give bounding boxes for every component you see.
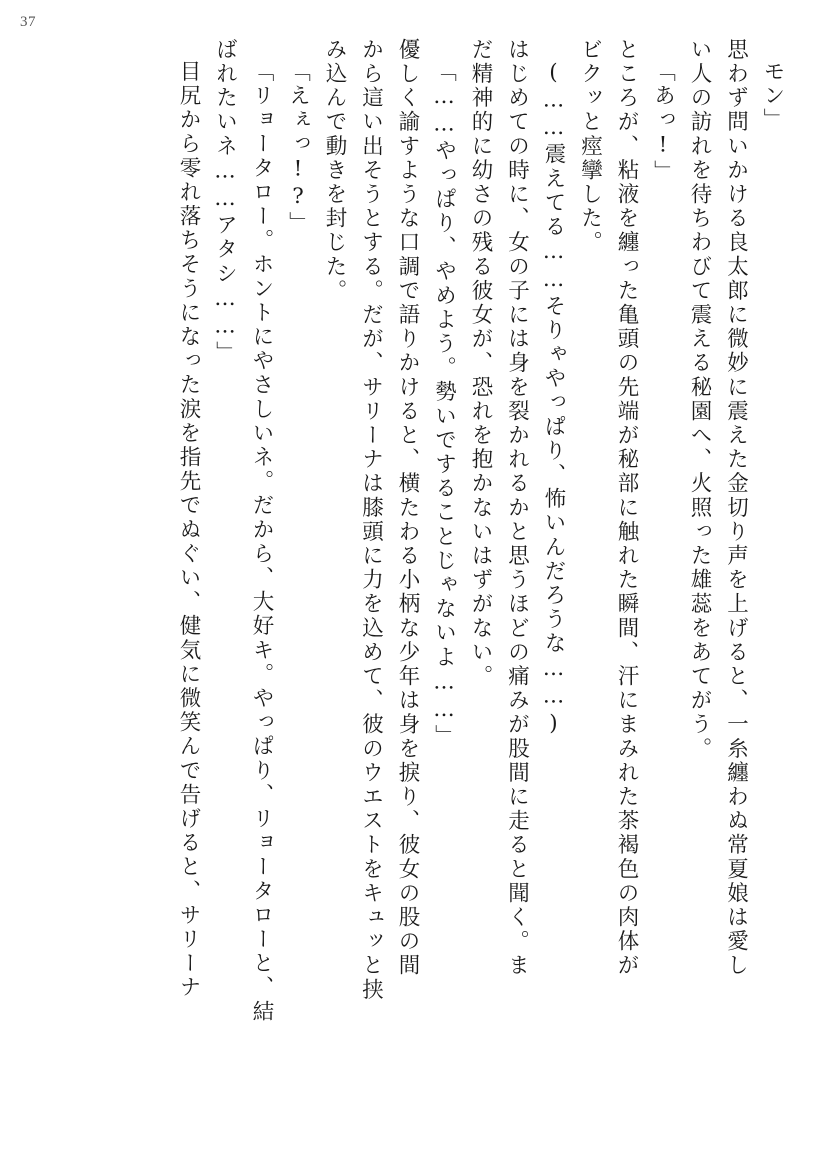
text-line: (……震えてる……そりゃやっぱり、怖いんだろうな……): [541, 60, 566, 739]
text-line: み込んで動きを封じた。: [322, 38, 347, 304]
text-line: 優しく諭すような口調で語りかけると、横たわる小柄な少年は身を捩り、彼女の股の間: [395, 38, 420, 978]
text-line: だ精神的に幼さの残る彼女が、恐れを抱かないはずがない。: [468, 38, 493, 689]
text-line: 思わず問いかける良太郎に微妙に震えた金切り声を上げると、一糸纏わぬ常夏娘は愛し: [723, 38, 749, 978]
text-line: 「あっ!」: [650, 60, 676, 184]
text-line: から這い出そうとする。だが、サリーナは膝頭に力を込めて、彼のウエストをキュッと挟: [358, 38, 384, 1002]
page-number: 37: [20, 14, 36, 30]
text-line: ばれたいネ……アタシ……」: [212, 38, 238, 366]
vertical-text-body: [58, 38, 783, 1128]
text-line: 目尻から零れ落ちそうになった涙を指先でぬぐい、健気に微笑んで告げると、サリーナ: [176, 60, 201, 1000]
text-line: 「リョータロー。ホントにやさしいネ。だから、大好キ。やっぱり、リョータローと、結: [249, 60, 274, 1024]
text-line: 「……やっぱり、やめよう。勢いですることじゃないよ……」: [431, 60, 457, 749]
text-line: モン」: [760, 60, 785, 133]
text-line: 「えぇっ!?」: [285, 60, 311, 236]
text-line: ビクッと痙攣した。: [577, 38, 603, 255]
text-line: ところが、粘液を纏った亀頭の先端が秘部に触れた瞬間、汗にまみれた茶褐色の肉体が: [614, 38, 639, 978]
text-line: はじめての時に、女の子には身を裂かれるかと思うほどの痛みが股間に走ると聞く。ま: [504, 38, 530, 978]
text-line: い人の訪れを待ちわびて震える秘園へ、火照った雄蕊をあてがう。: [687, 38, 712, 761]
